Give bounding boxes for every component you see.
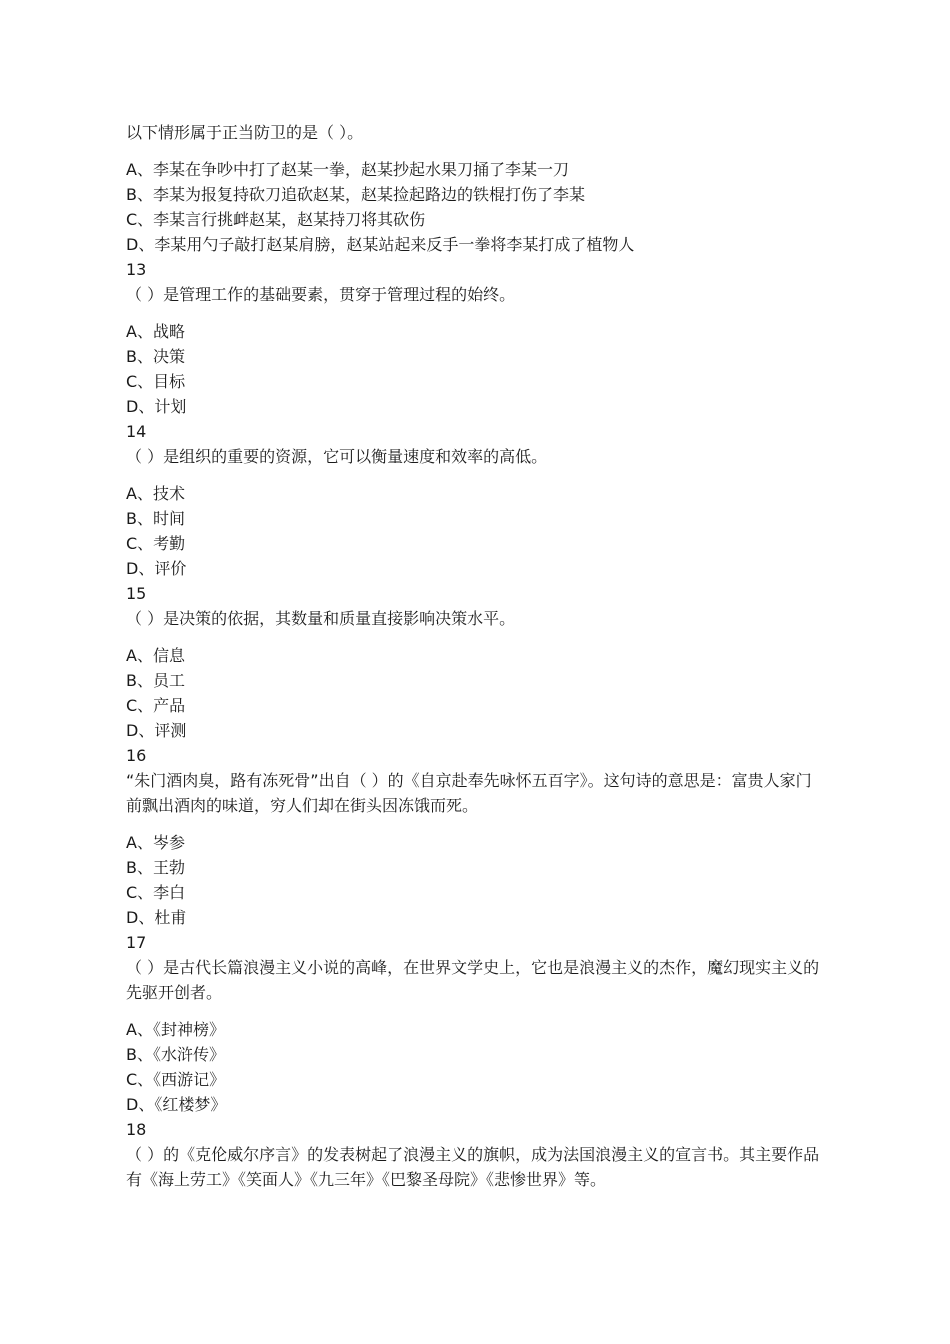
question-number: 13 bbox=[126, 260, 147, 279]
question-12 bbox=[126, 120, 826, 257]
option-a: A、李某在争吵中打了赵某一拳，赵某抄起水果刀捅了李某一刀 bbox=[126, 160, 569, 179]
question-17 bbox=[126, 930, 826, 1117]
question-number: 14 bbox=[126, 422, 147, 441]
option-a: A、岑参 bbox=[126, 833, 185, 852]
question-text: 以下情形属于正当防卫的是（ ）。 bbox=[126, 123, 364, 142]
option-c: C、考勤 bbox=[126, 534, 186, 553]
option-d: D、杜甫 bbox=[126, 908, 187, 927]
option-b: B、《水浒传》 bbox=[126, 1045, 225, 1064]
option-d: D、计划 bbox=[126, 397, 187, 416]
question-text: “朱门酒肉臭，路有冻死骨”出自（ ）的《自京赴奉先咏怀五百字》。这句诗的意思是：富贵人家门前飘出酒肉的味道，穷人们却在街头因冻饿而死。 bbox=[126, 771, 812, 815]
question-13 bbox=[126, 257, 826, 419]
question-18 bbox=[126, 1117, 826, 1192]
option-b: B、李某为报复持砍刀追砍赵某，赵某捡起路边的铁棍打伤了李某 bbox=[126, 185, 585, 204]
option-d: D、李某用勺子敲打赵某肩膀，赵某站起来反手一拳将李某打成了植物人 bbox=[126, 235, 635, 254]
question-16 bbox=[126, 743, 826, 930]
question-number: 17 bbox=[126, 933, 147, 952]
option-b: B、员工 bbox=[126, 671, 185, 690]
option-d: D、《红楼梦》 bbox=[126, 1095, 227, 1114]
option-c: C、李某言行挑衅赵某，赵某持刀将其砍伤 bbox=[126, 210, 426, 229]
question-14 bbox=[126, 419, 826, 581]
question-text: （ ）的《克伦威尔序言》的发表树起了浪漫主义的旗帜，成为法国浪漫主义的宣言书。其主要作品有《海上劳工》《笑面人》《九三年》《巴黎圣母院》《悲惨世界》等。 bbox=[126, 1145, 820, 1189]
option-a: A、技术 bbox=[126, 484, 185, 503]
option-c: C、目标 bbox=[126, 372, 186, 391]
document-page bbox=[126, 120, 826, 1204]
option-d: D、评价 bbox=[126, 559, 187, 578]
question-15 bbox=[126, 581, 826, 743]
question-number: 16 bbox=[126, 746, 147, 765]
option-b: B、时间 bbox=[126, 509, 185, 528]
question-text: （ ）是古代长篇浪漫主义小说的高峰，在世界文学史上，它也是浪漫主义的杰作，魔幻现实主义的先驱开创者。 bbox=[126, 958, 820, 1002]
option-c: C、李白 bbox=[126, 883, 186, 902]
question-number: 18 bbox=[126, 1120, 147, 1139]
option-b: B、决策 bbox=[126, 347, 185, 366]
option-b: B、王勃 bbox=[126, 858, 185, 877]
option-a: A、信息 bbox=[126, 646, 185, 665]
question-text: （ ）是管理工作的基础要素，贯穿于管理过程的始终。 bbox=[126, 285, 516, 304]
option-c: C、产品 bbox=[126, 696, 186, 715]
question-text: （ ）是组织的重要的资源，它可以衡量速度和效率的高低。 bbox=[126, 447, 548, 466]
option-a: A、《封神榜》 bbox=[126, 1020, 225, 1039]
option-c: C、《西游记》 bbox=[126, 1070, 226, 1089]
option-a: A、战略 bbox=[126, 322, 185, 341]
question-number: 15 bbox=[126, 584, 147, 603]
option-d: D、评测 bbox=[126, 721, 187, 740]
question-text: （ ）是决策的依据，其数量和质量直接影响决策水平。 bbox=[126, 609, 516, 628]
